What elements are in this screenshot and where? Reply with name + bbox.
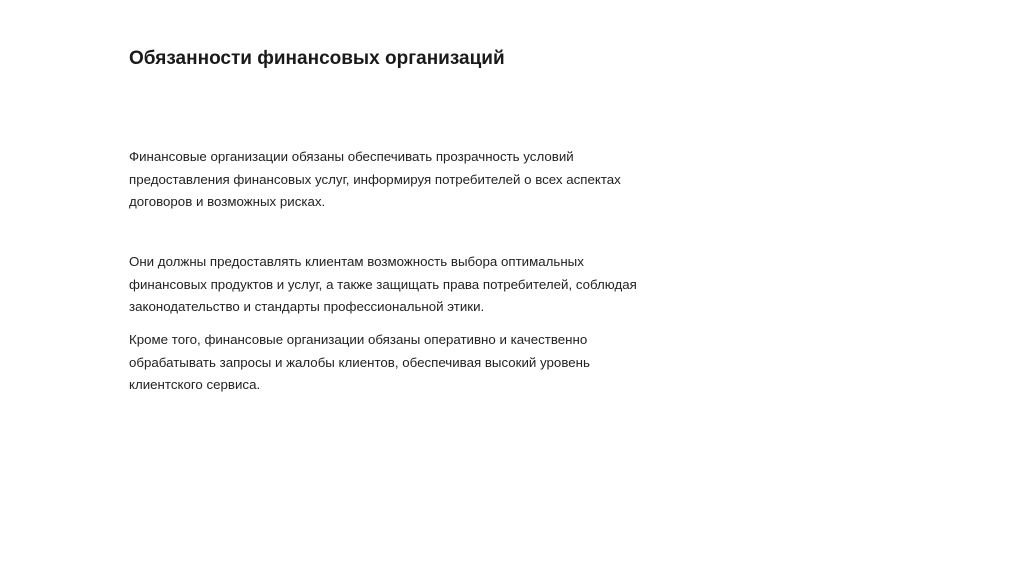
- paragraph-consumer-rights: Они должны предоставлять клиентам возможность выбора оптимальных финансовых продуктов и услуг, а также защищать права потребителей, соблюдая законодательство и стандарты профессиональной этики.: [129, 254, 637, 314]
- slide-title: Обязанности финансовых организаций: [129, 48, 505, 69]
- paragraph-client-service: Кроме того, финансовые организации обязаны оперативно и качественно обрабатывать запросы и жалобы клиентов, обеспечивая высокий уровень клиентского сервиса.: [129, 332, 590, 392]
- paragraph-transparency: Финансовые организации обязаны обеспечивать прозрачность условий предоставления финансовых услуг, информируя потребителей о всех аспектах договоров и возможных рисках.: [129, 149, 621, 209]
